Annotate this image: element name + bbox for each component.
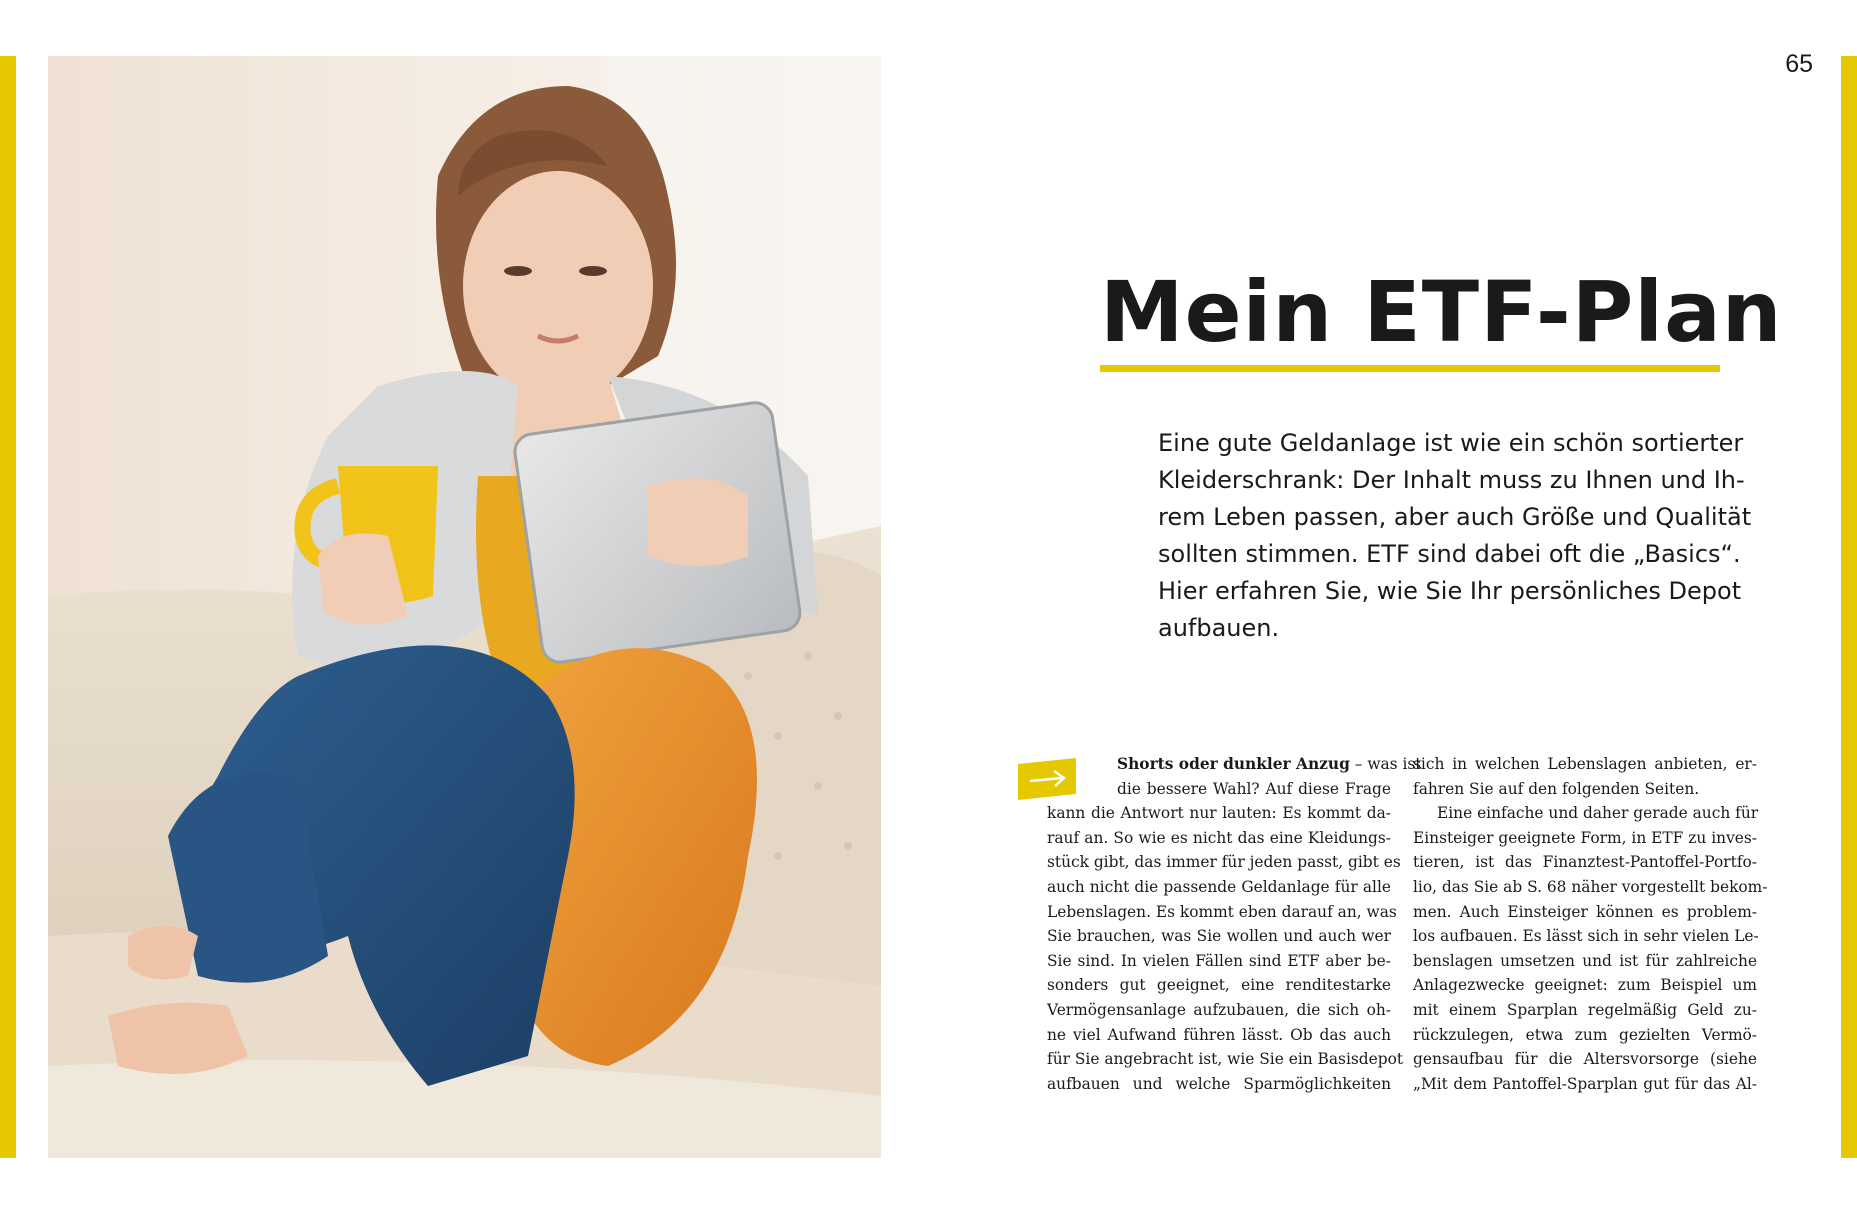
accent-bar-right: [1841, 56, 1857, 1158]
body-line: Sie sind. In vielen Fällen sind ETF aber be-: [1047, 951, 1391, 970]
body-line: Vermögensanlage aufzubauen, die sich oh-: [1047, 1000, 1391, 1019]
body-line: tieren, ist das Finanztest-Pantoffel-Portfo-: [1413, 853, 1757, 872]
body-line: Anlagezwecke geeignet: zum Beispiel um: [1413, 976, 1757, 995]
accent-bar-left: [0, 56, 16, 1158]
body-line: die bessere Wahl? Auf diese Frage: [1117, 779, 1391, 798]
lead-line: rem Leben passen, aber auch Größe und Qualität: [1158, 503, 1752, 531]
body-line: stück gibt, das immer für jeden passt, gibt es: [1047, 853, 1401, 872]
lead-line: Kleiderschrank: Der Inhalt muss zu Ihnen und Ih-: [1158, 466, 1745, 494]
body-line: auch nicht die passende Geldanlage für alle: [1047, 877, 1391, 896]
body-column-2: [1413, 752, 1768, 1096]
body-line: aufbauen und welche Sparmöglichkeiten: [1047, 1074, 1391, 1093]
body-line: rückzulegen, etwa zum gezielten Vermö-: [1413, 1025, 1757, 1044]
body-line: fahren Sie auf den folgenden Seiten.: [1413, 779, 1700, 798]
body-line: sonders gut geeignet, eine renditestarke: [1047, 976, 1391, 995]
body-line: kann die Antwort nur lauten: Es kommt da-: [1047, 804, 1391, 823]
body-line: Shorts oder dunkler Anzug – was ist: [1117, 755, 1422, 773]
body-line: mit einem Sparplan regelmäßig Geld zu-: [1413, 1000, 1757, 1019]
body-line: los aufbauen. Es lässt sich in sehr vielen Le-: [1413, 927, 1759, 946]
lead-in: Shorts oder dunkler Anzug: [1117, 755, 1350, 773]
body-line: ne viel Aufwand führen lässt. Ob das auch: [1047, 1025, 1391, 1044]
body-line: gensaufbau für die Altersvorsorge (siehe: [1413, 1050, 1757, 1069]
hero-photo: [48, 56, 881, 1158]
page-title: Mein ETF-Plan: [1100, 263, 1783, 361]
body-line: Einsteiger geeignete Form, in ETF zu inves-: [1413, 828, 1757, 847]
body-line: men. Auch Einsteiger können es problem-: [1413, 902, 1757, 921]
lead-line: Eine gute Geldanlage ist wie ein schön sortierter: [1158, 429, 1744, 457]
lead-line: sollten stimmen. ETF sind dabei oft die „Basics“.: [1158, 540, 1741, 568]
body-line: Sie brauchen, was Sie wollen und auch wer: [1047, 927, 1391, 946]
body-line: „Mit dem Pantoffel-Sparplan gut für das Al-: [1413, 1074, 1757, 1093]
body-column-1: [1047, 752, 1422, 1096]
body-line: sich in welchen Lebenslagen anbieten, er-: [1413, 755, 1757, 773]
page-number: 65: [1785, 50, 1813, 78]
photo-illustration: [48, 56, 881, 1158]
body-line: für Sie angebracht ist, wie Sie ein Basisdepot: [1047, 1050, 1404, 1069]
lead-paragraph: [1158, 425, 1758, 647]
lead-line: aufbauen.: [1158, 614, 1280, 642]
body-line: benslagen umsetzen und ist für zahlreiche: [1413, 951, 1757, 970]
lead-line: Hier erfahren Sie, wie Sie Ihr persönliches Depot: [1158, 577, 1742, 605]
body-line: Lebenslagen. Es kommt eben darauf an, was: [1047, 902, 1397, 921]
body-line: rauf an. So wie es nicht das eine Kleidungs-: [1047, 828, 1391, 847]
body-line: Eine einfache und daher gerade auch für: [1437, 804, 1759, 823]
body-line: lio, das Sie ab S. 68 näher vorgestellt bekom-: [1413, 877, 1768, 896]
title-underline: [1100, 365, 1720, 372]
